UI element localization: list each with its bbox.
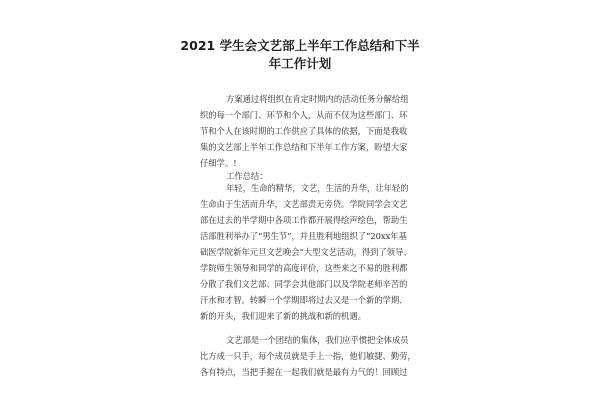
paragraph-line: 仔细学。! <box>200 158 237 168</box>
paragraph-line: 学院师生领导和同学的高度评价，这些来之不易的胜利都 <box>200 263 408 273</box>
paragraph-line: 织的每一个部门、环节和个人，从而不仅为这些部门、环 <box>200 110 408 120</box>
document-title-line-2: 年工作计划 <box>268 56 332 71</box>
paragraph-line: 集的文艺部上半年工作总结和下半年工作方案，盼望大家 <box>200 142 408 152</box>
paragraph-line: 分散了我们文艺部、同学会其他部门以及学院老师辛苦的 <box>200 279 408 289</box>
paragraph-line: 年轻，生命的精华，文艺，生活的升华，让年轻的 <box>226 183 409 193</box>
paragraph-line: 比方成一只手，每个成员就是手上一指，他们敏捷、勤劳， <box>200 351 416 361</box>
paragraph-line: 节和个人在该时期的工作供应了具体的依据，下面是我收 <box>200 126 408 136</box>
paragraph-line: 部在过去的半学期中各项工作都开展得绘声绘色，帮助生 <box>200 215 408 225</box>
paragraph-line: 文艺部是一个团结的集体，我们应乎惯把全体成员 <box>226 335 409 345</box>
paragraph-line: 新的开头，我们迎来了新的挑战和新的机遇。 <box>200 311 366 321</box>
paragraph-line: 生命由于生活而升华，文艺部责无旁贷。学院同学会文艺 <box>200 199 408 209</box>
paragraph-line: 方案通过将组织在肯定时期内的活动任务分解给组 <box>226 94 409 104</box>
section-heading: 工作总结： <box>226 171 268 181</box>
paragraph-line: 各有特点，当把手握在一起我们就是最有力气的！回顾过 <box>200 367 408 377</box>
paragraph-line: 汗水和才智。转瞬一个学期即将过去又是一个新的学期、 <box>200 295 408 305</box>
document-title-line-1: 2021 学生会文艺部上半年工作总结和下半 <box>180 38 420 53</box>
paragraph-line: 活部胜利举办了“男生节”，并且胜利地组织了“20xx年基 <box>200 231 407 241</box>
paragraph-line: 础医学院新年元旦文艺晚会”大型文艺活动，得到了领导、 <box>200 247 412 257</box>
